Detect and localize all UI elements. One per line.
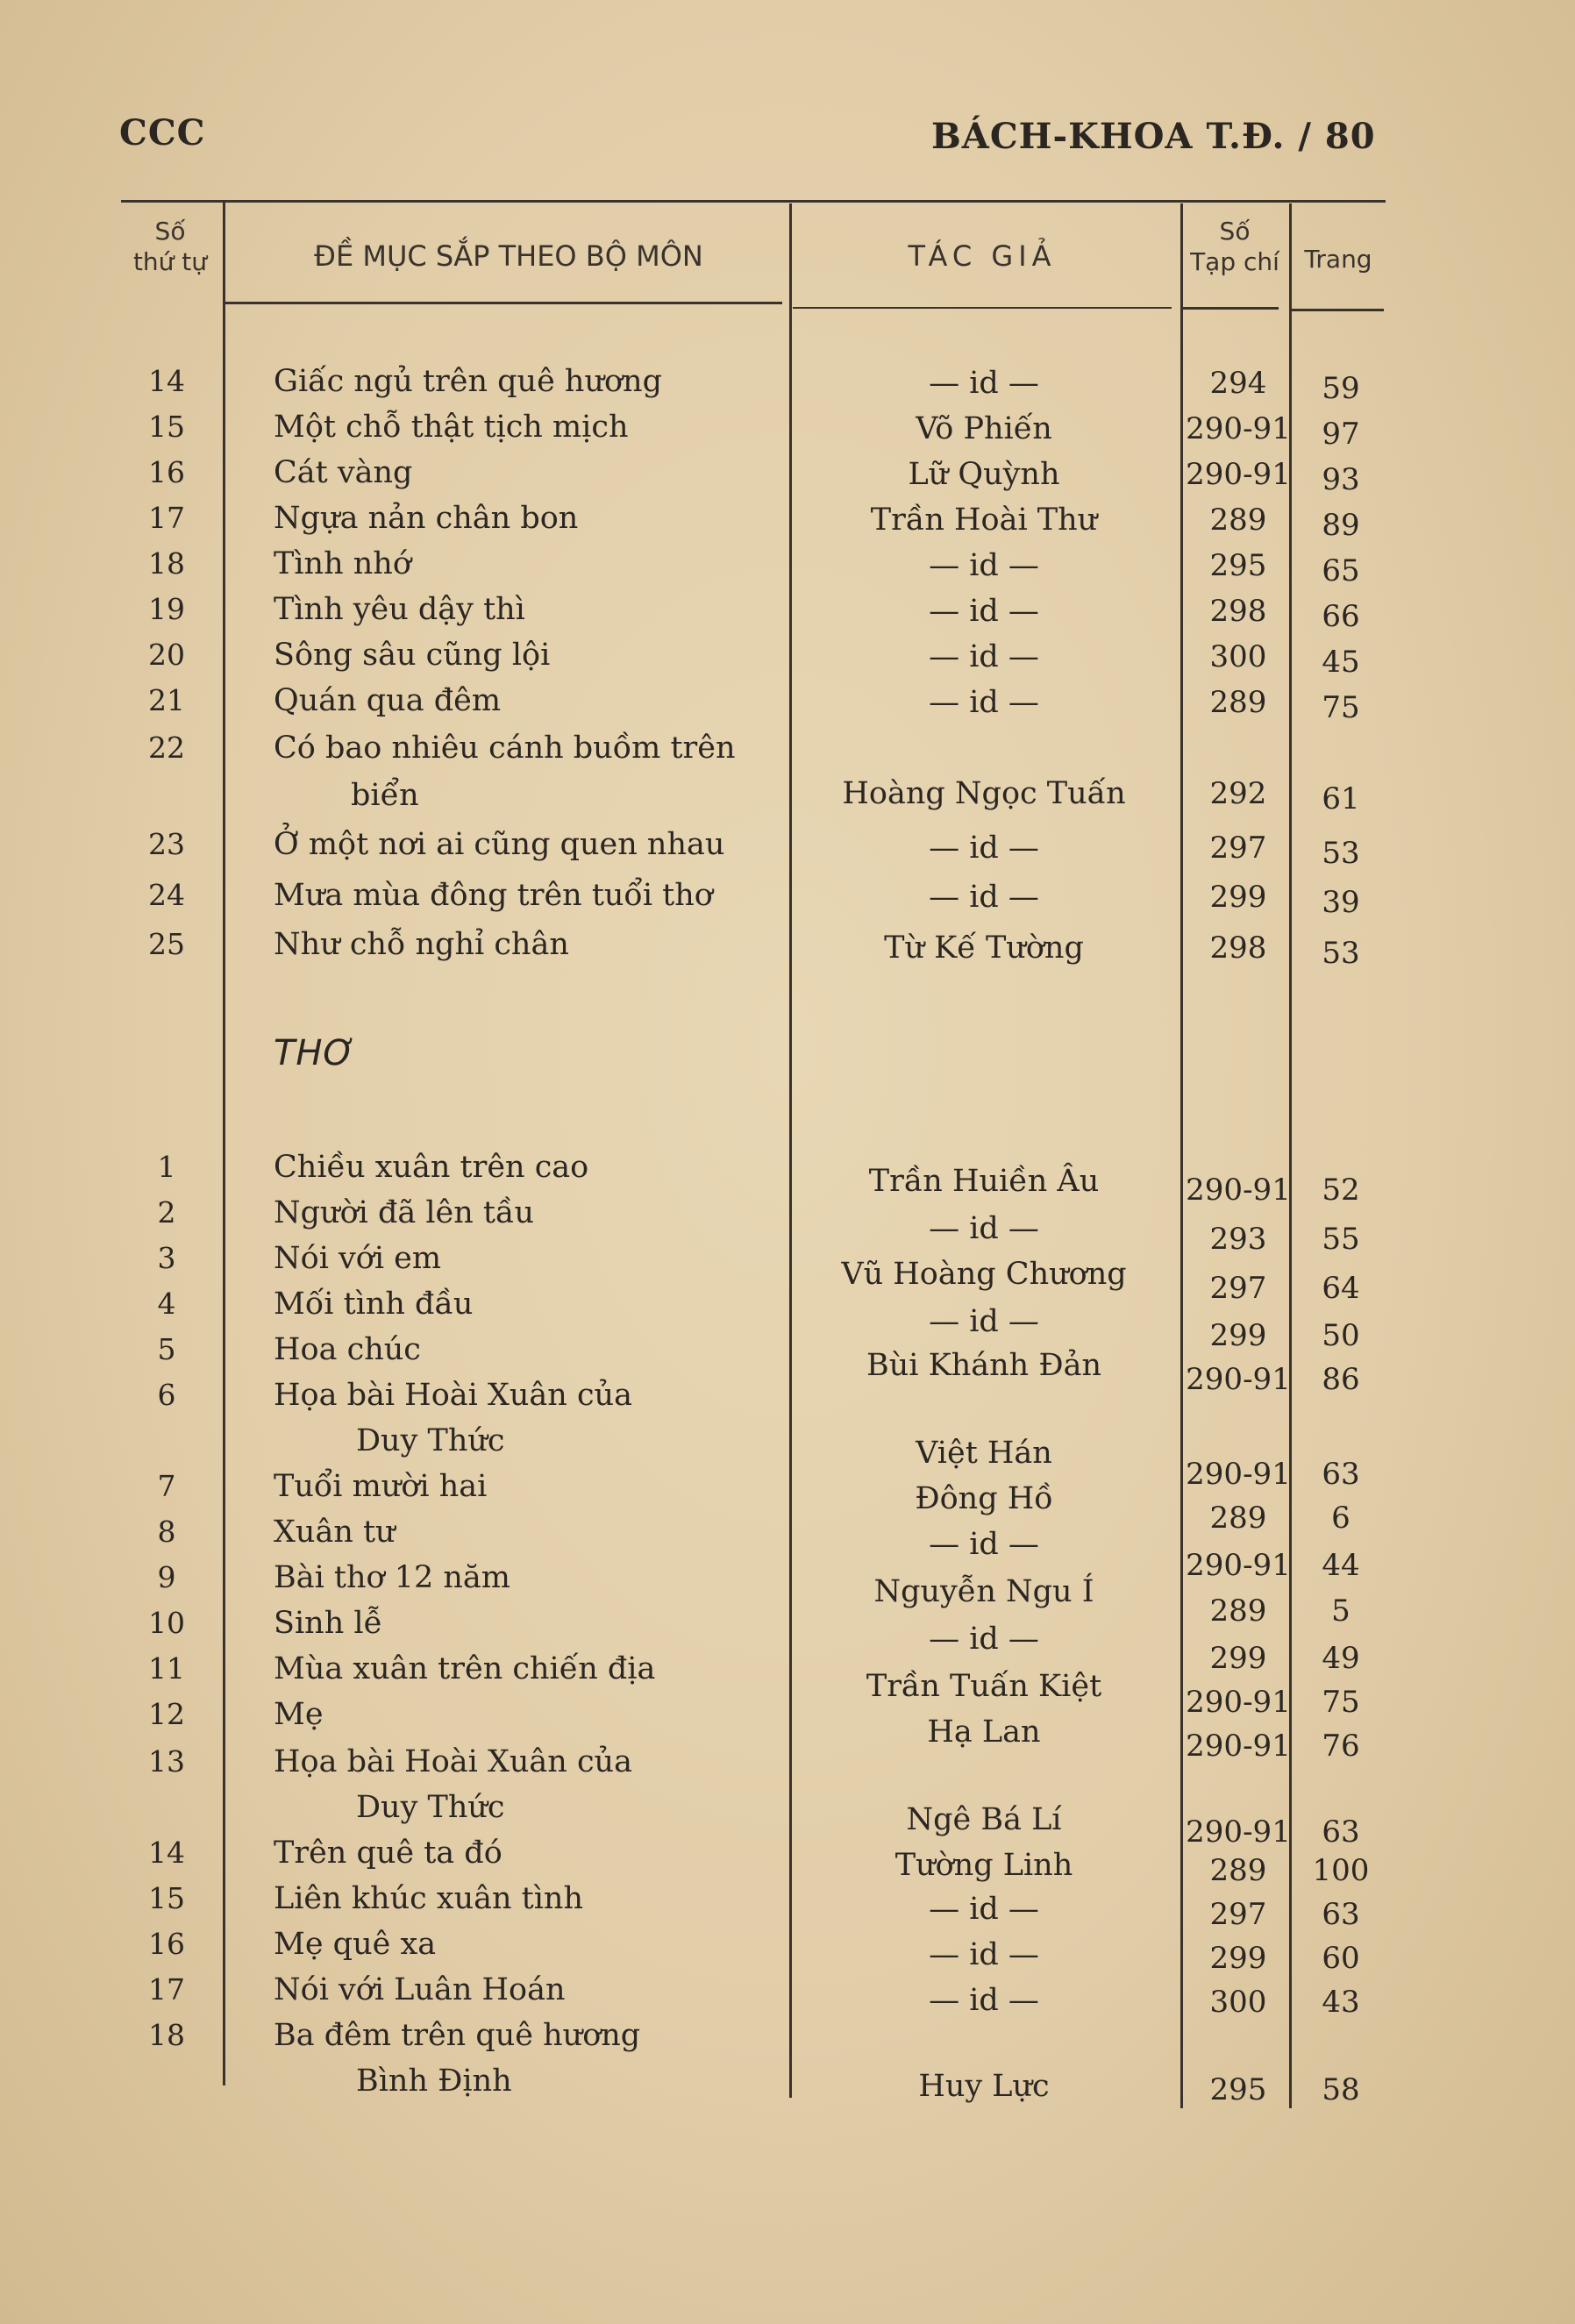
row-number: 17: [148, 1972, 185, 2007]
row-page: 50: [1322, 1318, 1360, 1353]
row-issue: 290-91: [1186, 1362, 1291, 1397]
row-page: 93: [1322, 462, 1360, 497]
row-author: Trần Huiền Âu: [868, 1164, 1100, 1199]
row-author: — id —: [929, 366, 1039, 401]
row-page: 6: [1331, 1501, 1351, 1536]
row-number: 3: [157, 1241, 176, 1275]
row-author: — id —: [929, 1892, 1039, 1927]
row-issue: 299: [1209, 1641, 1267, 1676]
col-header-number: Số thứ tự: [132, 217, 208, 276]
row-number: 6: [157, 1378, 176, 1412]
row-issue: 290-91: [1186, 1814, 1291, 1850]
row-author: — id —: [929, 639, 1039, 674]
col-header-author: TÁC GIẢ: [908, 239, 1057, 273]
row-author: Võ Phiến: [916, 411, 1052, 446]
row-number: 14: [148, 364, 185, 398]
row-number: 15: [148, 410, 185, 444]
row-issue: 290-91: [1186, 1685, 1291, 1720]
row-issue: 289: [1209, 1853, 1267, 1888]
row-title: Nói với em: [274, 1241, 442, 1276]
row-title: Người đã lên tầu: [274, 1195, 534, 1230]
row-number: 25: [148, 927, 185, 961]
row-author: Hoàng Ngọc Tuấn: [842, 776, 1126, 811]
row-title: Hoa chúc: [274, 1332, 421, 1367]
row-number: 16: [148, 455, 185, 489]
row-title: Giấc ngủ trên quê hương: [274, 364, 663, 399]
row-number: 14: [148, 1836, 185, 1870]
row-issue: 290-91: [1186, 457, 1291, 492]
running-header: BÁCH-KHOA T.Đ. / 80: [931, 116, 1376, 157]
row-author: Trần Tuấn Kiệt: [866, 1669, 1102, 1704]
row-author: Từ Kế Tường: [884, 930, 1084, 966]
col-header-issue: Số Tạp chí: [1190, 217, 1279, 276]
row-page: 55: [1322, 1222, 1360, 1257]
row-title: Bình Định: [356, 2064, 512, 2099]
row-title: Tình nhớ: [274, 546, 411, 581]
row-author: — id —: [929, 685, 1039, 720]
row-issue: 290-91: [1186, 1729, 1291, 1764]
row-title: Họa bài Hoài Xuân của: [274, 1378, 632, 1413]
row-number: 24: [148, 878, 185, 912]
row-page: 53: [1322, 836, 1360, 871]
row-page: 49: [1322, 1641, 1360, 1676]
row-issue: 297: [1209, 1271, 1267, 1306]
row-author: Vũ Hoàng Chương: [841, 1257, 1127, 1292]
row-issue: 294: [1209, 366, 1267, 401]
row-title: Sinh lễ: [274, 1606, 383, 1641]
row-author: Huy Lực: [918, 2069, 1050, 2104]
row-title: Tuổi mười hai: [274, 1469, 488, 1504]
row-number: 18: [148, 2018, 185, 2052]
row-issue: 298: [1209, 930, 1267, 966]
row-page: 44: [1322, 1548, 1360, 1583]
row-title: Sông sâu cũng lội: [274, 638, 551, 673]
row-issue: 300: [1209, 639, 1267, 674]
row-number: 7: [157, 1469, 176, 1503]
row-number: 23: [148, 827, 185, 861]
table-top-rule: [121, 200, 1386, 203]
row-issue: 297: [1209, 1897, 1267, 1932]
row-title: Xuân tư: [274, 1515, 396, 1550]
row-author: — id —: [929, 1937, 1039, 1972]
row-number: 15: [148, 1881, 185, 1915]
row-page: 63: [1322, 1814, 1360, 1850]
row-page: 75: [1322, 1685, 1360, 1720]
row-author: Ngê Bá Lí: [906, 1802, 1062, 1837]
row-page: 66: [1322, 599, 1360, 634]
row-author: Việt Hán: [916, 1436, 1052, 1471]
row-title: biển: [351, 778, 419, 813]
row-issue: 289: [1209, 1593, 1267, 1629]
row-title: Bài thơ 12 năm: [274, 1560, 510, 1595]
row-page: 76: [1322, 1729, 1360, 1764]
header-rule-issue: [1182, 307, 1279, 310]
row-issue: 295: [1209, 548, 1267, 583]
row-author: — id —: [929, 594, 1039, 629]
header-rule-author: [793, 307, 1172, 309]
row-title: Quán qua đêm: [274, 683, 502, 718]
row-number: 16: [148, 1927, 185, 1961]
row-issue: 299: [1209, 1941, 1267, 1976]
row-title: Ngựa nản chân bon: [274, 501, 579, 536]
row-author: Nguyễn Ngu Í: [873, 1574, 1094, 1609]
row-page: 5: [1331, 1593, 1351, 1629]
row-author: — id —: [929, 1983, 1039, 2018]
row-title: Duy Thức: [356, 1790, 505, 1825]
row-author: Trần Hoài Thư: [870, 503, 1098, 538]
row-page: 64: [1322, 1271, 1360, 1306]
row-page: 39: [1322, 885, 1360, 920]
row-issue: 292: [1209, 776, 1267, 811]
row-title: Tình yêu dậy thì: [274, 592, 525, 627]
row-page: 58: [1322, 2072, 1360, 2107]
row-title: Một chỗ thật tịch mịch: [274, 410, 629, 445]
row-title: Nói với Luân Hoán: [274, 1972, 566, 2007]
header-rule-page: [1291, 309, 1384, 311]
row-issue: 295: [1209, 2072, 1267, 2107]
row-page: 89: [1322, 508, 1360, 543]
row-page: 59: [1322, 371, 1360, 406]
row-issue: 289: [1209, 685, 1267, 720]
row-title: Như chỗ nghỉ chân: [274, 927, 569, 962]
row-page: 60: [1322, 1941, 1360, 1976]
row-page: 43: [1322, 1985, 1360, 2020]
col-divider-1: [223, 202, 225, 2085]
row-author: — id —: [929, 1527, 1039, 1562]
row-issue: 299: [1209, 880, 1267, 915]
row-number: 5: [157, 1332, 176, 1366]
row-title: Liên khúc xuân tình: [274, 1881, 583, 1916]
row-author: — id —: [929, 831, 1039, 866]
row-title: Có bao nhiêu cánh buồm trên: [274, 731, 736, 766]
row-page: 75: [1322, 690, 1360, 725]
row-title: Chiều xuân trên cao: [274, 1150, 589, 1185]
section-heading-poetry: THƠ: [274, 1033, 357, 1073]
row-author: Lữ Quỳnh: [908, 457, 1060, 492]
row-number: 8: [157, 1515, 176, 1549]
row-number: 2: [157, 1195, 176, 1230]
col-header-title: ĐỀ MỤC SẮP THEO BỘ MÔN: [314, 239, 703, 273]
row-title: Trên quê ta đó: [274, 1836, 502, 1871]
row-title: Ba đêm trên quê hương: [274, 2018, 641, 2053]
row-number: 10: [148, 1606, 185, 1640]
row-number: 1: [157, 1150, 176, 1184]
row-number: 17: [148, 501, 185, 535]
row-issue: 300: [1209, 1985, 1267, 2020]
row-title: Mối tình đầu: [274, 1287, 474, 1322]
row-title: Mẹ quê xa: [274, 1927, 437, 1962]
row-number: 20: [148, 638, 185, 672]
row-page: 63: [1322, 1457, 1360, 1492]
row-author: Đông Hồ: [915, 1481, 1053, 1516]
row-title: Mẹ: [274, 1697, 324, 1732]
row-number: 21: [148, 683, 185, 717]
row-author: Bùi Khánh Đản: [866, 1348, 1101, 1383]
row-title: Ở một nơi ai cũng quen nhau: [274, 827, 725, 862]
row-number: 4: [157, 1287, 176, 1321]
row-number: 22: [148, 731, 185, 765]
row-page: 61: [1322, 781, 1360, 816]
row-page: 86: [1322, 1362, 1360, 1397]
col-header-page: Trang: [1304, 245, 1372, 274]
row-page: 63: [1322, 1897, 1360, 1932]
row-issue: 290-91: [1186, 411, 1291, 446]
row-page: 100: [1312, 1853, 1370, 1888]
row-title: Duy Thức: [356, 1423, 505, 1458]
row-author: — id —: [929, 1304, 1039, 1339]
row-author: Tường Linh: [894, 1848, 1073, 1883]
row-page: 97: [1322, 417, 1360, 452]
row-issue: 298: [1209, 594, 1267, 629]
row-issue: 299: [1209, 1318, 1267, 1353]
row-number: 12: [148, 1697, 185, 1731]
row-title: Mùa xuân trên chiến địa: [274, 1651, 656, 1686]
row-issue: 293: [1209, 1222, 1267, 1257]
row-number: 11: [148, 1651, 185, 1686]
row-title: Mưa mùa đông trên tuổi thơ: [274, 878, 713, 913]
row-issue: 289: [1209, 503, 1267, 538]
page-mark: CCC: [119, 112, 206, 153]
col-divider-2: [789, 203, 792, 2098]
row-title: Họa bài Hoài Xuân của: [274, 1744, 632, 1779]
row-title: Cát vàng: [274, 455, 413, 490]
row-author: — id —: [929, 880, 1039, 915]
row-author: — id —: [929, 1211, 1039, 1246]
row-author: — id —: [929, 548, 1039, 583]
row-issue: 290-91: [1186, 1457, 1291, 1492]
row-author: Hạ Lan: [927, 1714, 1041, 1750]
row-issue: 297: [1209, 831, 1267, 866]
row-issue: 289: [1209, 1501, 1267, 1536]
row-issue: 290-91: [1186, 1173, 1291, 1208]
header-rule-title: [224, 302, 782, 304]
row-page: 53: [1322, 936, 1360, 971]
row-page: 45: [1322, 645, 1360, 680]
row-issue: 290-91: [1186, 1548, 1291, 1583]
row-page: 65: [1322, 553, 1360, 588]
row-author: — id —: [929, 1622, 1039, 1657]
row-number: 9: [157, 1560, 176, 1594]
row-page: 52: [1322, 1173, 1360, 1208]
row-number: 18: [148, 546, 185, 581]
row-number: 19: [148, 592, 185, 626]
row-number: 13: [148, 1744, 185, 1779]
